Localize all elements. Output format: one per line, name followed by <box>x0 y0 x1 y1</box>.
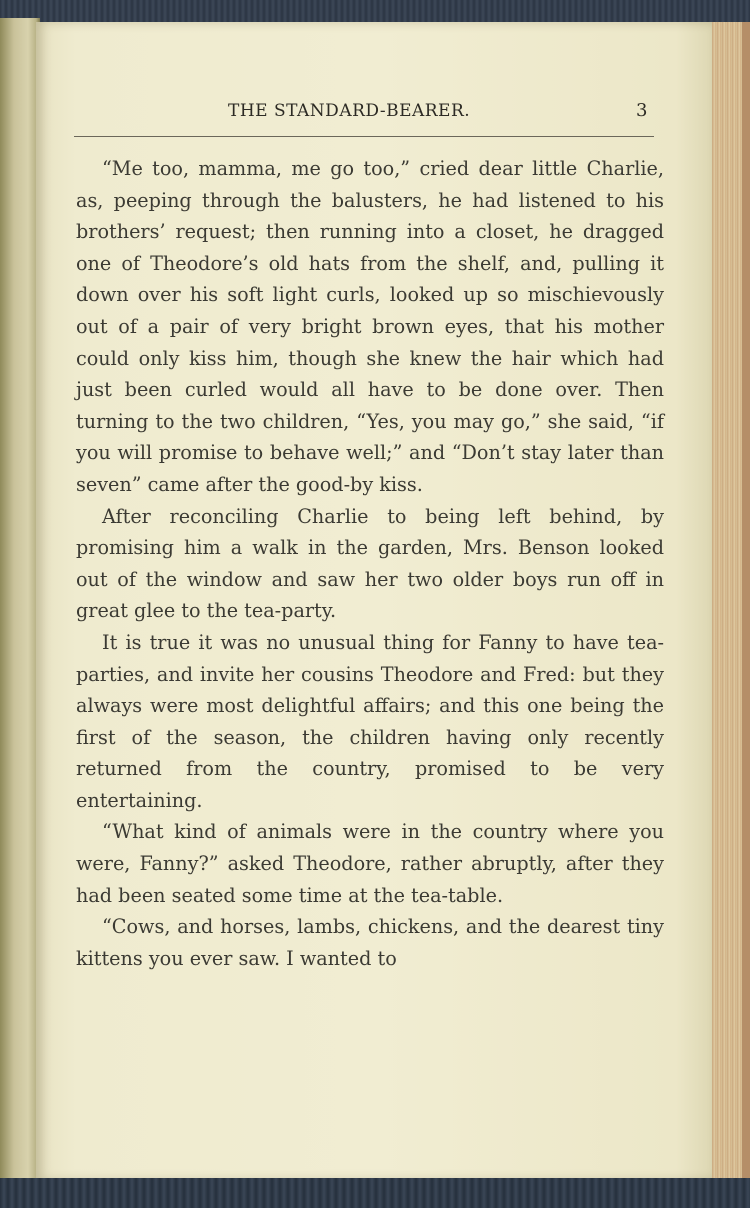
header-rule <box>74 136 654 137</box>
body-text <box>76 153 664 974</box>
book-binding-bottom <box>0 1178 750 1208</box>
page-gutter <box>0 18 40 1184</box>
page-edges <box>706 22 750 1182</box>
page-number: 3 <box>636 100 648 121</box>
paragraph: “Me too, mamma, me go too,” cried dear little Charlie, as, peeping through the balusters, he had listened to his brothers’ request; then running into a closet, he dragged one of Theodore’s old hats from the shelf, and, pulling it down over his soft light curls, looked up so mischievously out of a pair of very bright brown eyes, that his mother could only kiss him, though she knew the hair which had just been curled would all have to be done over. Then turning to the two children, “Yes, you may go,” she said, “if you will promise to behave well;” and “Don’t stay later than seven” came after the good-by kiss. <box>76 157 664 496</box>
book-binding-top <box>0 0 750 22</box>
paragraph: “Cows, and horses, lambs, chickens, and the dearest tiny kittens you ever saw. I wanted to <box>76 915 664 970</box>
paragraph: After reconciling Charlie to being left behind, by promising him a walk in the garden, Mrs. Benson looked out of the window and saw her two older boys run off in great glee to the tea-party. <box>76 504 664 623</box>
paragraph: “What kind of animals were in the country where you were, Fanny?” asked Theodore, rather abruptly, after they had been seated some time at the tea-table. <box>76 820 664 907</box>
running-head: THE STANDARD-BEARER. <box>228 101 471 121</box>
paragraph: It is true it was no unusual thing for Fanny to have tea-parties, and invite her cousins Theodore and Fred: but they always were most delightful affairs; and this one being the first of the season, the children having only recently returned from the country, promised to be very entertaining. <box>76 630 664 812</box>
